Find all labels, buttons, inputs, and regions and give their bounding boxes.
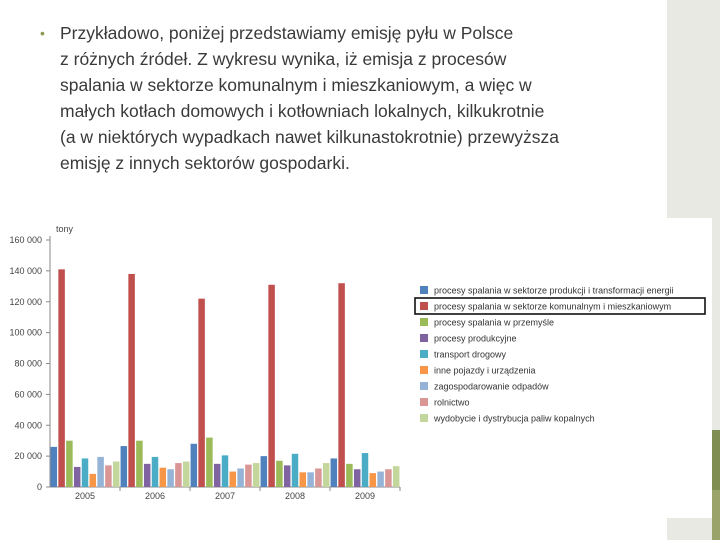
bar-2005-series-9 [113, 462, 120, 487]
x-tick-label-2009: 2009 [354, 491, 376, 501]
legend-swatch-4 [420, 334, 428, 342]
legend-label-2: procesy spalania w sektorze komunalnym i mieszkaniowym [434, 301, 672, 312]
legend-label-8: rolnictwo [434, 397, 470, 408]
x-tick-label-2008: 2008 [284, 491, 306, 501]
bar-2009-series-7 [377, 472, 384, 487]
bullet-icon: • [40, 25, 45, 41]
bar-2007-series-6 [230, 472, 237, 487]
chart-svg [0, 218, 712, 518]
x-tick-label-2006: 2006 [144, 491, 166, 501]
bar-2009-series-6 [370, 473, 377, 487]
bar-2008-series-4 [284, 465, 291, 487]
x-tick-label-2005: 2005 [74, 491, 96, 501]
bar-2006-series-1 [121, 446, 128, 487]
legend-swatch-1 [420, 286, 428, 294]
legend-swatch-6 [420, 366, 428, 374]
bar-2008-series-9 [323, 463, 330, 487]
bar-2008-series-8 [315, 468, 322, 487]
bar-2006-series-4 [144, 464, 151, 487]
y-tick-label: 0 [36, 482, 42, 492]
legend-swatch-7 [420, 382, 428, 390]
bar-2008-series-1 [261, 456, 268, 487]
bullet-line-6: emisję z innych sektorów gospodarki. [60, 153, 350, 173]
y-tick-label: 60 000 [14, 389, 42, 400]
legend-label-4: procesy produkcyjne [434, 333, 517, 344]
slide-side-accent [712, 430, 720, 490]
bar-2007-series-8 [245, 465, 252, 487]
legend-swatch-3 [420, 318, 428, 326]
emission-chart [0, 218, 712, 518]
legend-label-9: wydobycie i dystrybucja paliw kopalnych [434, 413, 595, 424]
bar-2006-series-8 [175, 463, 182, 487]
bar-2007-series-5 [222, 455, 229, 487]
bar-2007-series-7 [237, 468, 244, 487]
bar-2005-series-2 [58, 269, 65, 487]
bar-2009-series-5 [362, 453, 369, 487]
bar-2007-series-1 [191, 444, 198, 487]
y-axis-unit-label: tony [56, 224, 74, 234]
bar-2008-series-7 [307, 472, 314, 487]
bar-2009-series-2 [338, 283, 345, 487]
bar-2006-series-9 [183, 462, 190, 487]
legend-swatch-8 [420, 398, 428, 406]
legend-label-6: inne pojazdy i urządzenia [434, 365, 536, 376]
bar-2007-series-9 [253, 463, 260, 487]
bar-2005-series-8 [105, 465, 112, 487]
legend-label-5: transport drogowy [434, 349, 507, 360]
bar-2008-series-2 [268, 285, 275, 487]
bullet-paragraph [40, 20, 660, 176]
y-tick-label: 40 000 [14, 420, 42, 431]
bar-2005-series-1 [51, 447, 58, 487]
bar-2005-series-6 [90, 474, 97, 487]
legend-swatch-2 [420, 302, 428, 310]
legend-label-1: procesy spalania w sektorze produkcji i transformacji energii [434, 285, 674, 296]
x-tick-label-2007: 2007 [214, 491, 236, 501]
bar-2006-series-7 [167, 469, 174, 487]
bullet-line-4: małych kotłach domowych i kotłowniach lokalnych, kilkukrotnie [60, 101, 545, 121]
bar-2005-series-3 [66, 441, 73, 487]
bar-2007-series-2 [198, 299, 205, 487]
bar-2009-series-8 [385, 469, 392, 487]
legend-label-7: zagospodarowanie odpadów [434, 381, 549, 392]
y-tick-label: 160 000 [9, 235, 42, 245]
bar-2005-series-4 [74, 467, 81, 487]
y-tick-label: 120 000 [9, 296, 42, 307]
bar-2009-series-4 [354, 469, 361, 487]
bullet-line-5: (a w niektórych wypadkach nawet kilkunastokrotnie) przewyższa [60, 127, 559, 147]
bar-2005-series-5 [82, 458, 89, 487]
y-tick-label: 20 000 [14, 451, 42, 462]
bar-2005-series-7 [97, 457, 104, 487]
slide-side-accent-lower [712, 490, 720, 540]
bar-2009-series-9 [393, 466, 400, 487]
bar-2006-series-3 [136, 441, 143, 487]
legend-swatch-9 [420, 414, 428, 422]
legend-label-3: procesy spalania w przemyśle [434, 317, 555, 328]
legend-swatch-5 [420, 350, 428, 358]
bullet-line-3: spalania w sektorze komunalnym i mieszkaniowym, a więc w [60, 75, 532, 95]
y-tick-label: 140 000 [9, 265, 42, 276]
bar-2007-series-4 [214, 464, 221, 487]
bullet-line-1: Przykładowo, poniżej przedstawiamy emisję pyłu w Polsce [60, 23, 514, 43]
bar-2007-series-3 [206, 438, 213, 487]
bar-2006-series-6 [160, 468, 167, 487]
bar-2008-series-3 [276, 461, 283, 487]
bar-2008-series-5 [292, 454, 299, 487]
bar-2006-series-2 [128, 274, 135, 487]
y-tick-label: 80 000 [14, 358, 42, 369]
bullet-line-2: z różnych źródeł. Z wykresu wynika, iż emisja z procesów [60, 49, 507, 69]
bar-2009-series-3 [346, 464, 353, 487]
bar-2006-series-5 [152, 457, 159, 487]
y-tick-label: 100 000 [9, 327, 42, 338]
bar-2009-series-1 [331, 458, 338, 487]
bar-2008-series-6 [300, 472, 307, 487]
